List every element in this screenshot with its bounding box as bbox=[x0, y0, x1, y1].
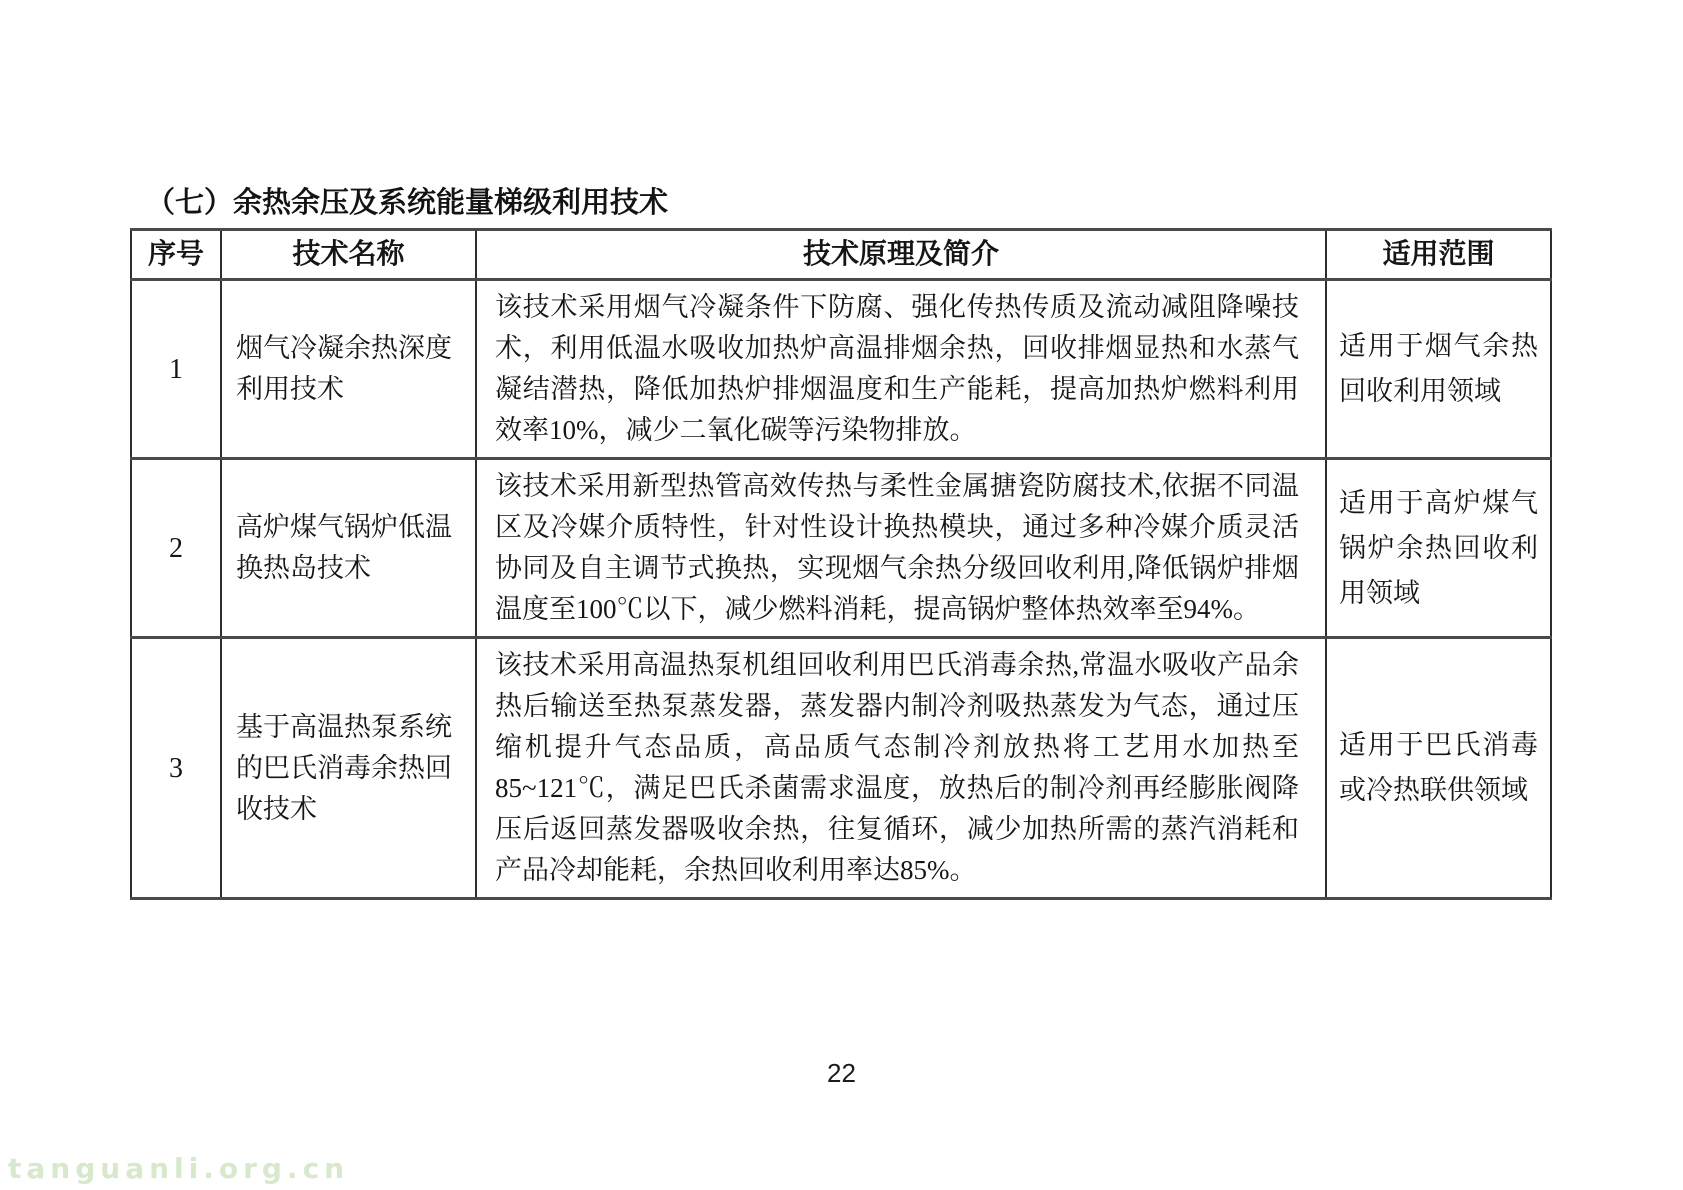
tech-scope: 适用于巴氏消毒或冷热联供领域 bbox=[1326, 638, 1551, 899]
header-tech-principle: 技术原理及简介 bbox=[476, 230, 1326, 280]
row-index: 3 bbox=[131, 638, 221, 899]
table-row bbox=[131, 459, 1551, 638]
tech-name: 烟气冷凝余热深度利用技术 bbox=[221, 280, 476, 459]
tech-description: 该技术采用新型热管高效传热与柔性金属搪瓷防腐技术,依据不同温区及冷媒介质特性，针对性设计换热模块，通过多种冷媒介质灵活协同及自主调节式换热，实现烟气余热分级回收利用,降低锅炉排烟温度至100℃以下，减少燃料消耗，提高锅炉整体热效率至94%。 bbox=[476, 459, 1326, 638]
table-row bbox=[131, 638, 1551, 899]
technology-table bbox=[130, 228, 1552, 900]
tech-scope: 适用于高炉煤气锅炉余热回收利用领域 bbox=[1326, 459, 1551, 638]
tech-description: 该技术采用高温热泵机组回收利用巴氏消毒余热,常温水吸收产品余热后输送至热泵蒸发器，蒸发器内制冷剂吸热蒸发为气态，通过压缩机提升气态品质，高品质气态制冷剂放热将工艺用水加热至85~121℃，满足巴氏杀菌需求温度，放热后的制冷剂再经膨胀阀降压后返回蒸发器吸收余热，往复循环，减少加热所需的蒸汽消耗和产品冷却能耗，余热回收利用率达85%。 bbox=[476, 638, 1326, 899]
section-title: （七）余热余压及系统能量梯级利用技术 bbox=[146, 187, 669, 219]
page-number: 22 bbox=[827, 1058, 856, 1088]
tech-name: 基于高温热泵系统的巴氏消毒余热回收技术 bbox=[221, 638, 476, 899]
tech-scope: 适用于烟气余热回收利用领域 bbox=[1326, 280, 1551, 459]
tech-name: 高炉煤气锅炉低温换热岛技术 bbox=[221, 459, 476, 638]
row-index: 2 bbox=[131, 459, 221, 638]
header-tech-name: 技术名称 bbox=[221, 230, 476, 280]
row-index: 1 bbox=[131, 280, 221, 459]
watermark: tanguanli.org.cn bbox=[8, 1152, 350, 1185]
table-row bbox=[131, 280, 1551, 459]
header-scope: 适用范围 bbox=[1326, 230, 1551, 280]
tech-description: 该技术采用烟气冷凝条件下防腐、强化传热传质及流动减阻降噪技术，利用低温水吸收加热炉高温排烟余热，回收排烟显热和水蒸气凝结潜热，降低加热炉排烟温度和生产能耗，提高加热炉燃料利用效率10%，减少二氧化碳等污染物排放。 bbox=[476, 280, 1326, 459]
table-header-row bbox=[131, 230, 1551, 280]
header-index: 序号 bbox=[131, 230, 221, 280]
